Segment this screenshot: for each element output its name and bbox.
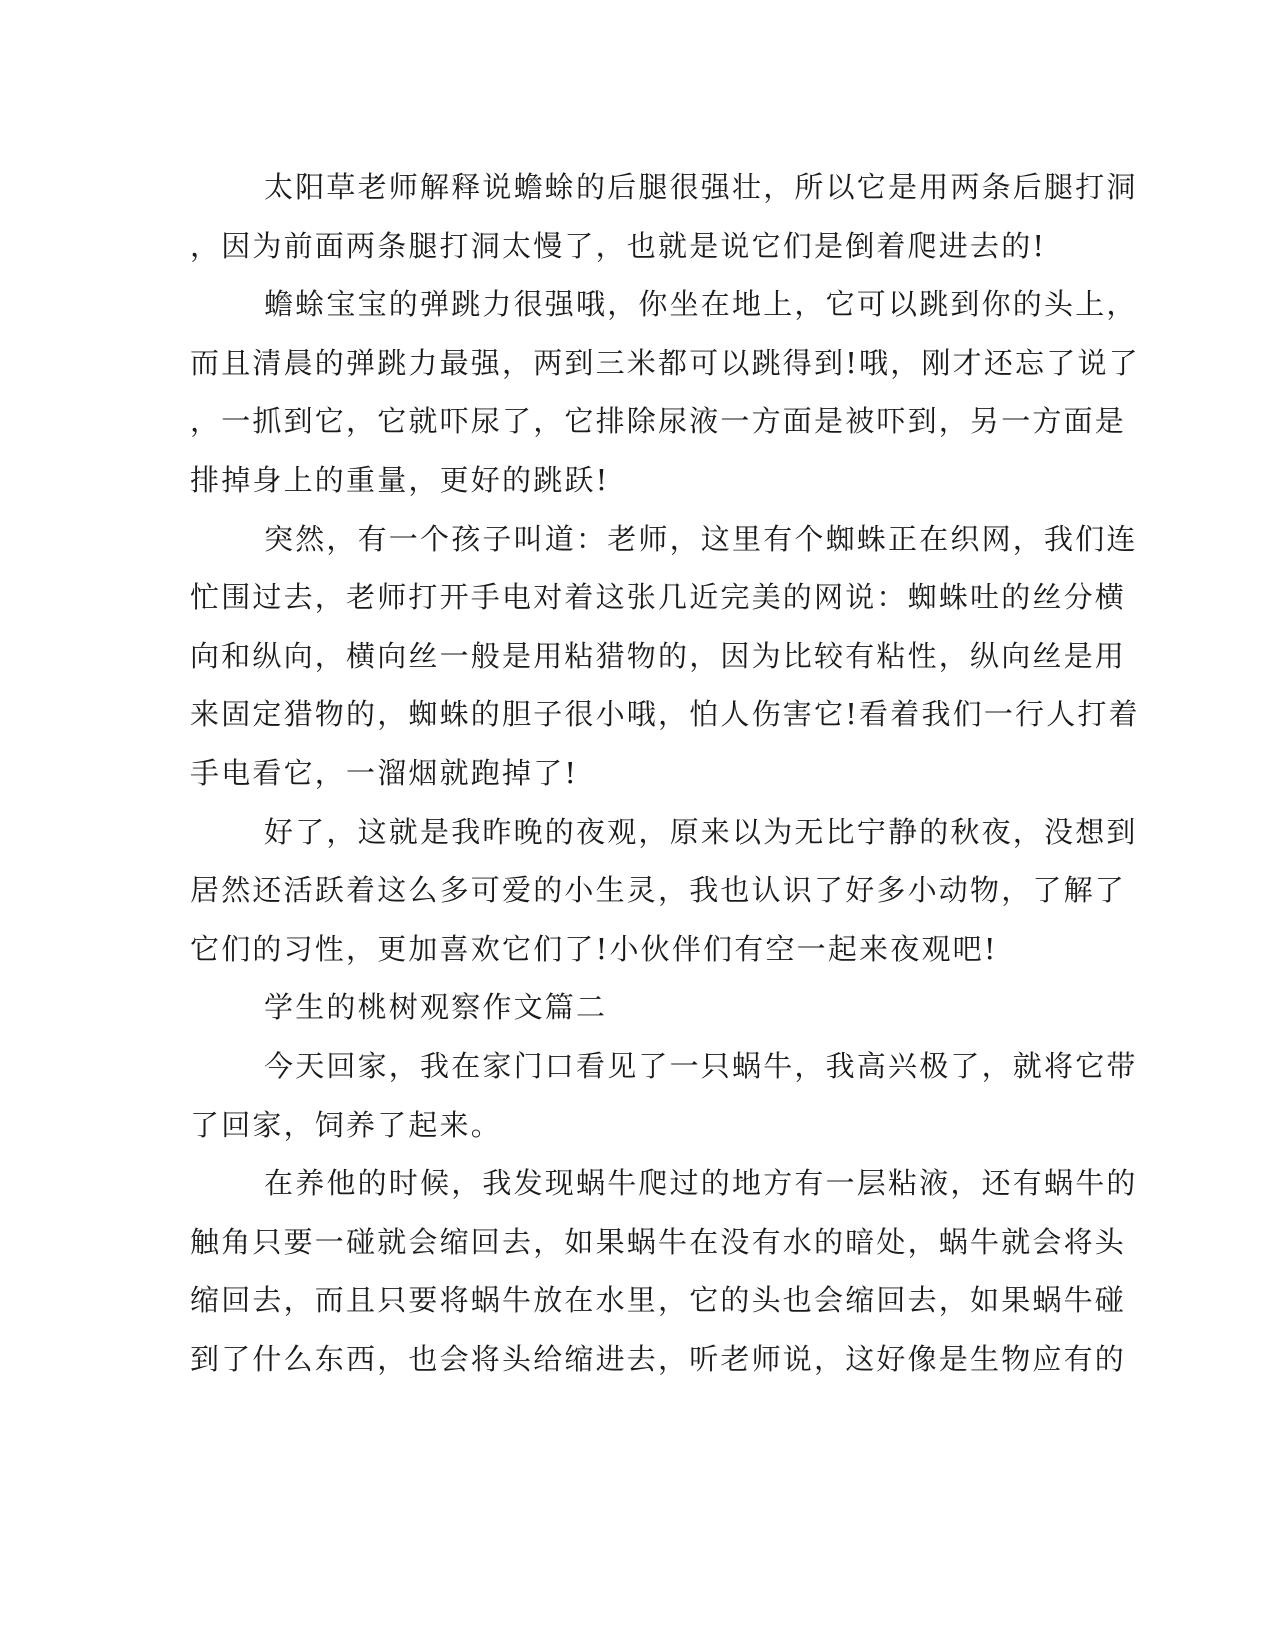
text-line: 在养他的时候，我发现蜗牛爬过的地方有一层粘液，还有蜗牛的	[264, 1166, 1138, 1201]
text-line: 而且清晨的弹跳力最强，两到三米都可以跳得到!哦，刚才还忘了说了	[190, 345, 1140, 380]
text-line: 突然，有一个孩子叫道：老师，这里有个蜘蛛正在织网，我们连	[264, 521, 1138, 556]
text-line: 缩回去，而且只要将蜗牛放在水里，它的头也会缩回去，如果蜗牛碰	[190, 1283, 1127, 1318]
text-line: 蟾蜍宝宝的弹跳力很强哦，你坐在地上，它可以跳到你的头上，	[264, 287, 1138, 322]
text-line: 居然还活跃着这么多可爱的小生灵，我也认识了好多小动物，了解了	[190, 873, 1127, 908]
text-line: 触角只要一碰就会缩回去，如果蜗牛在没有水的暗处，蜗牛就会将头	[190, 1224, 1127, 1259]
text-line: ，因为前面两条腿打洞太慢了，也就是说它们是倒着爬进去的!	[190, 228, 1047, 263]
text-line: 太阳草老师解释说蟾蜍的后腿很强壮，所以它是用两条后腿打洞	[264, 170, 1138, 204]
text-line: 手电看它，一溜烟就跑掉了!	[190, 755, 579, 790]
text-line: 好了，这就是我昨晚的夜观，原来以为无比宁静的秋夜，没想到	[264, 814, 1138, 849]
body-text	[190, 158, 1140, 1388]
text-line: 排掉身上的重量，更好的跳跃!	[190, 462, 610, 497]
text-line: ，一抓到它，它就吓尿了，它排除尿液一方面是被吓到，另一方面是	[190, 404, 1127, 439]
text-line: 忙围过去，老师打开手电对着这张几近完美的网说：蜘蛛吐的丝分横	[190, 580, 1127, 615]
text-line: 今天回家，我在家门口看见了一只蜗牛，我高兴极了，就将它带	[264, 1048, 1138, 1083]
text-line: 到了什么东西，也会将头给缩进去，听老师说，这好像是生物应有的	[190, 1341, 1127, 1376]
text-line: 向和纵向，横向丝一般是用粘猎物的，因为比较有粘性，纵向丝是用	[190, 638, 1127, 673]
section-heading: 学生的桃树观察作文篇二	[264, 990, 608, 1025]
text-line: 它们的习性，更加喜欢它们了!小伙伴们有空一起来夜观吧!	[190, 931, 998, 966]
text-line: 来固定猎物的，蜘蛛的胆子很小哦，怕人伤害它!看着我们一行人打着	[190, 697, 1140, 732]
text-line: 了回家，饲养了起来。	[190, 1107, 503, 1142]
